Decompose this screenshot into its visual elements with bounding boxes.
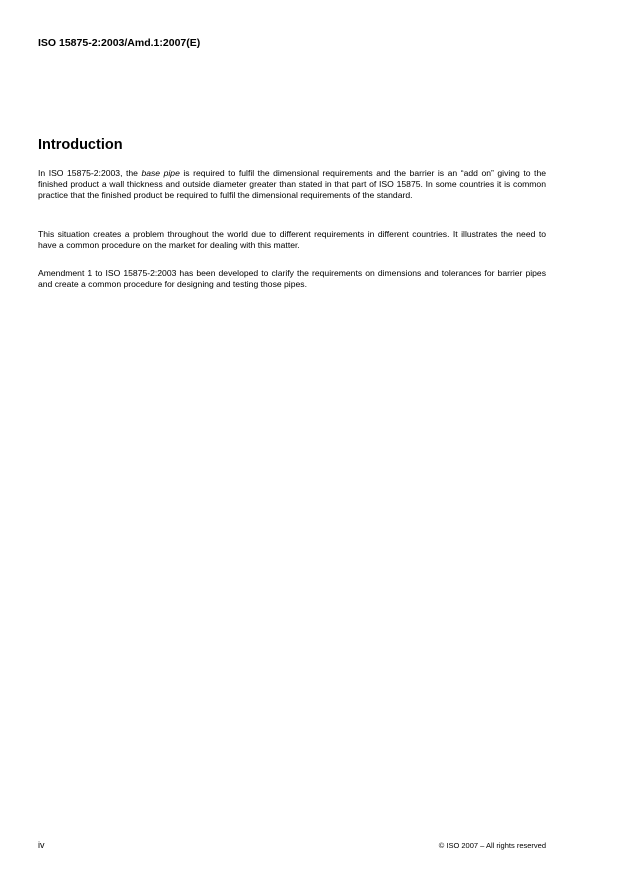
section-title: Introduction [38, 137, 123, 153]
page-number: iv [38, 840, 45, 850]
paragraph-3-text: Amendment 1 to ISO 15875-2:2003 has been developed to clarify the requirements on dimensions and tolerances for barrier pipes and create a common procedure for designing and testing those pipes. [38, 268, 546, 289]
document-header-id: ISO 15875-2:2003/Amd.1:2007(E) [38, 37, 201, 49]
paragraph-1-italic-term: base pipe [141, 168, 180, 178]
copyright-notice: © ISO 2007 – All rights reserved [438, 841, 546, 850]
paragraph-2-text: This situation creates a problem throughout the world due to different requirements in different countries. It illustrates the need to have a common procedure on the market for dealing with this matter. [38, 229, 546, 250]
paragraph-3 [38, 268, 546, 290]
paragraph-1 [38, 168, 546, 201]
paragraph-1-text-end: is required to fulfil the dimensional requirements and the barrier is an “add on” giving to the finished product a wall thickness and outside diameter greater than stated in that part of ISO 15875. In some countries it is common practice that the finished product be required to fulfil the dimensional requirements of the standard. [38, 168, 546, 200]
paragraph-1-text-start: In ISO 15875-2:2003, the [38, 168, 142, 178]
paragraph-2 [38, 229, 546, 251]
